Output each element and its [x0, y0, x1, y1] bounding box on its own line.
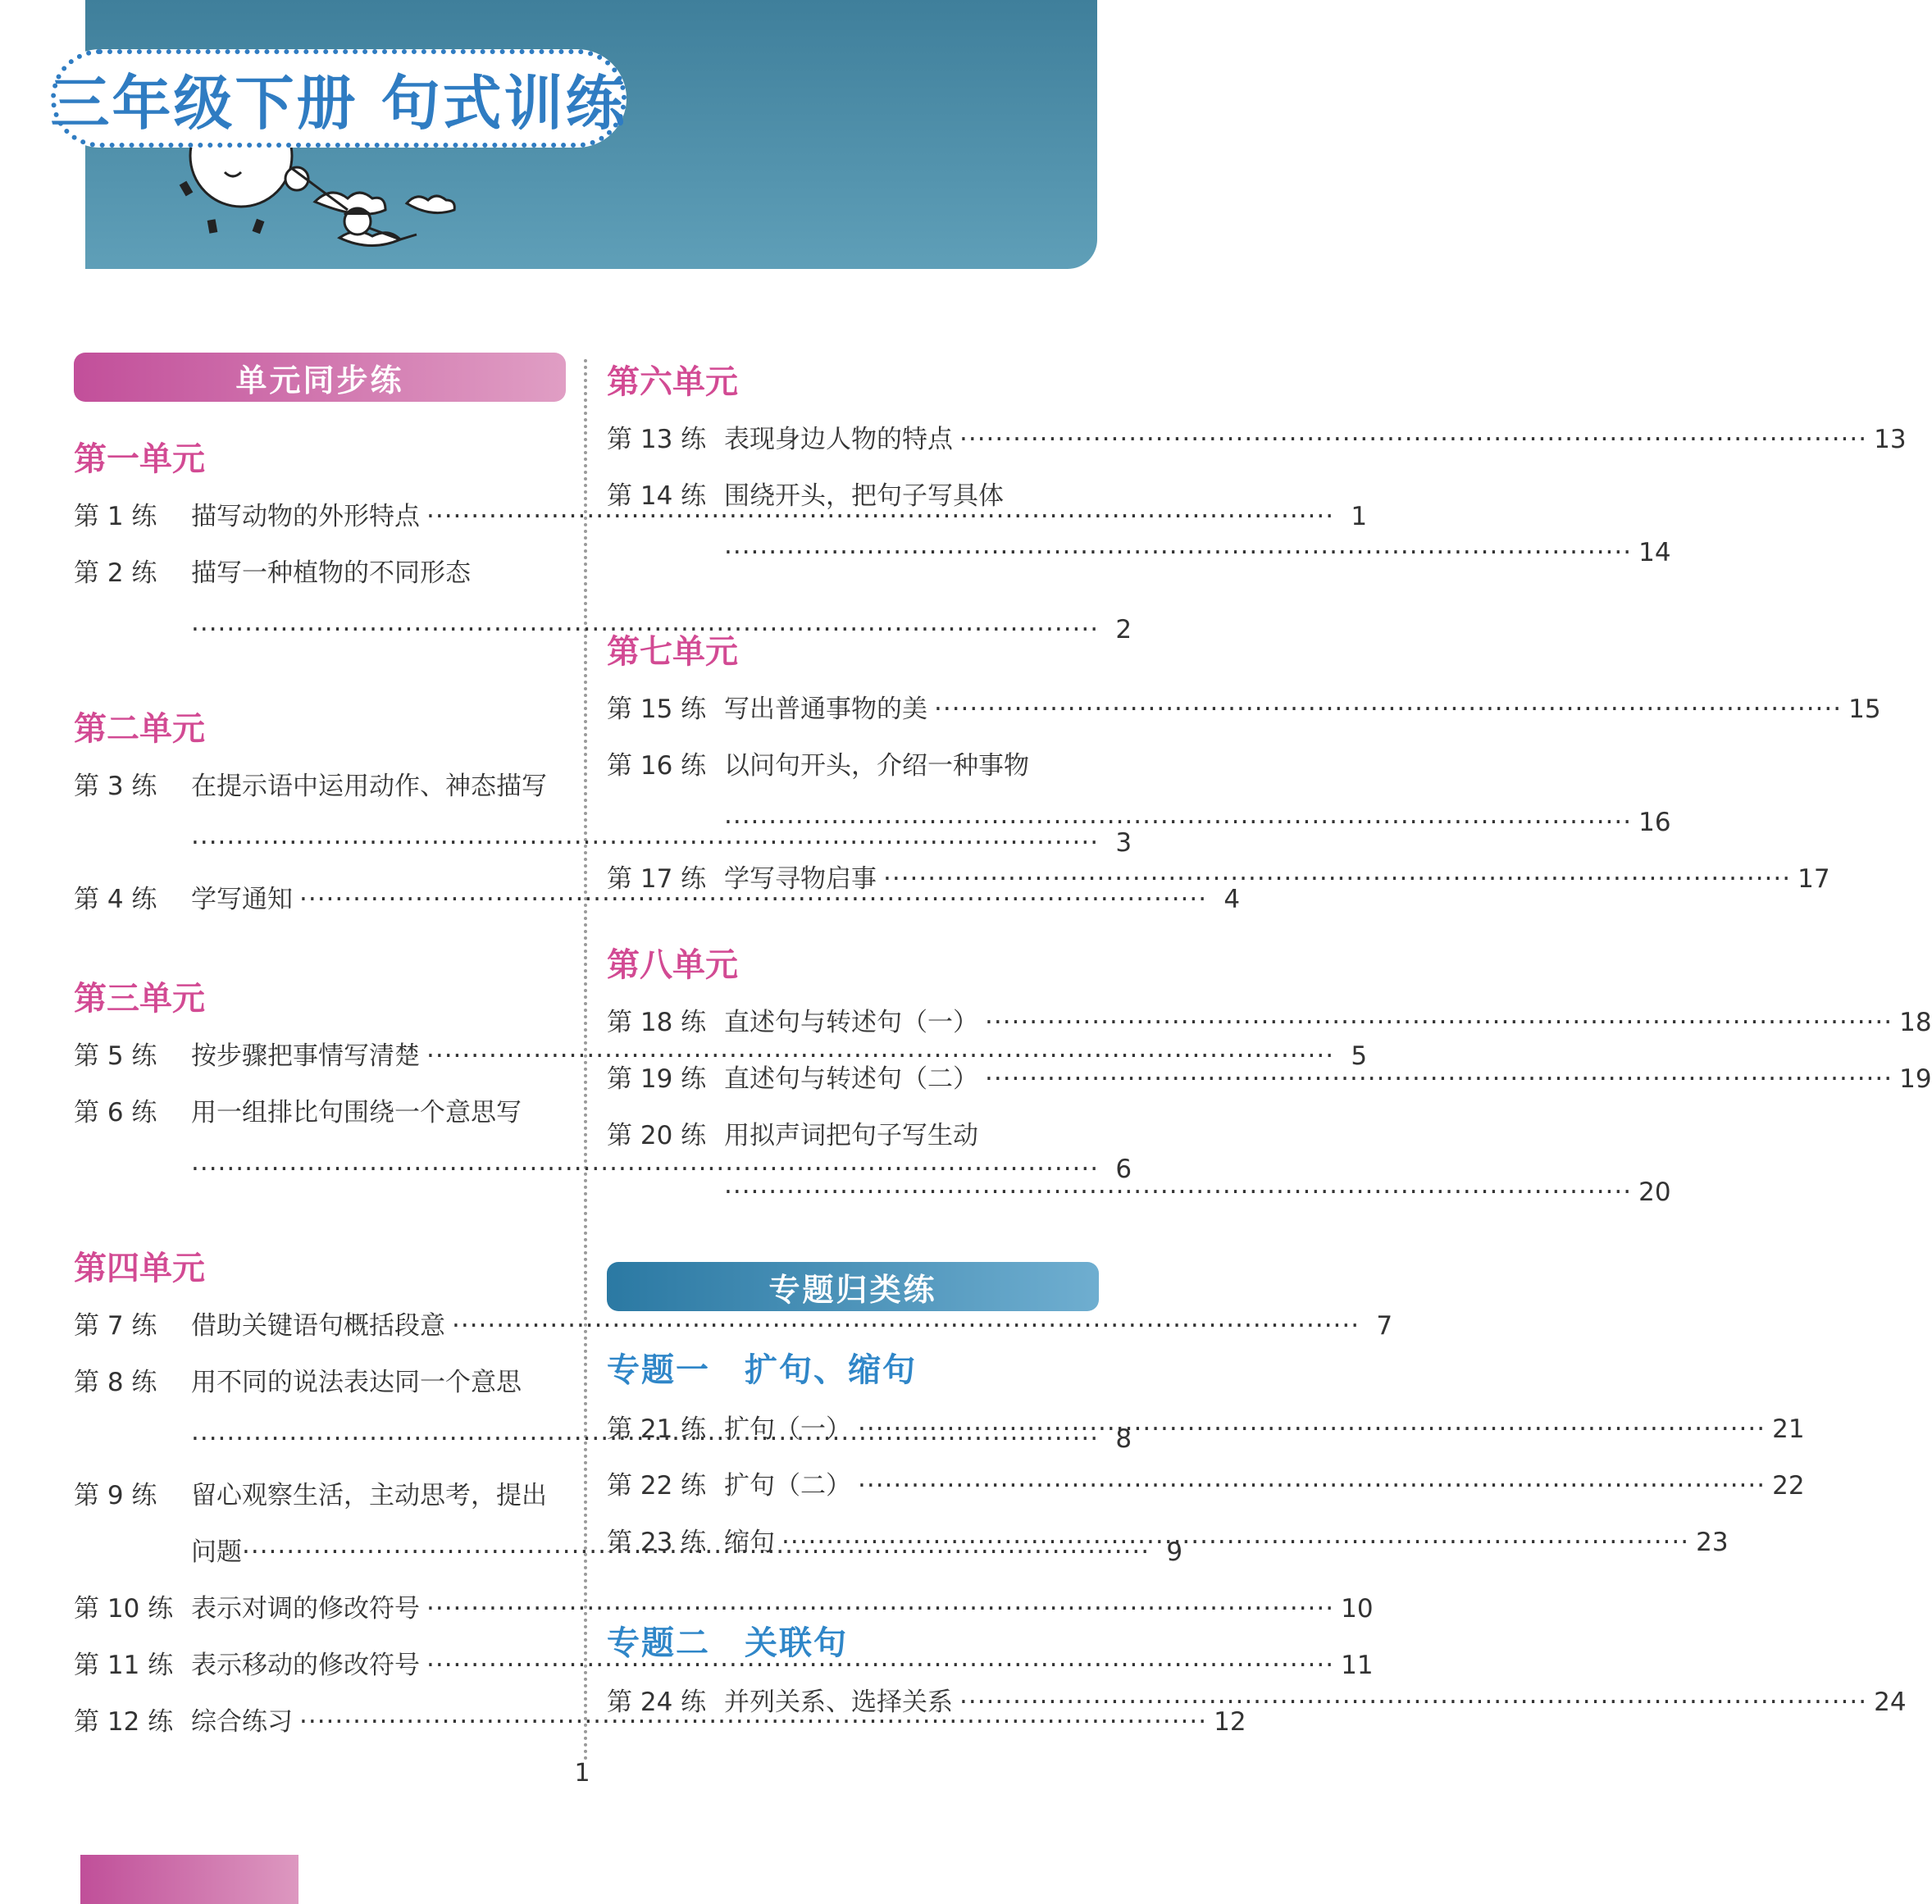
toc-entry[interactable] — [74, 1581, 1374, 1638]
book-title: 三年级下册 句式训练 — [50, 69, 627, 138]
leader-dots — [985, 1051, 1893, 1108]
toc-entry[interactable] — [607, 1515, 1729, 1571]
lesson-title: 缩句 — [724, 1528, 775, 1557]
lesson-title: 围绕开头，把句子写具体 — [724, 481, 1004, 511]
page-ref: 21 — [1772, 1414, 1805, 1444]
page-ref: 20 — [1638, 1177, 1671, 1207]
page-ref: 23 — [1696, 1528, 1729, 1557]
lesson-title: 直述句与转述句（二） — [724, 1064, 978, 1094]
lesson-title: 在提示语中运用动作、神态描写 — [191, 772, 547, 801]
page-ref: 7 — [1376, 1311, 1393, 1341]
page-ref: 10 — [1341, 1594, 1374, 1624]
page-ref: 22 — [1772, 1471, 1805, 1501]
page-ref: 4 — [1223, 885, 1241, 914]
leader-dots — [858, 1458, 1766, 1515]
lesson-number: 第 3 练 — [74, 772, 157, 801]
toc-entry[interactable] — [607, 738, 1671, 851]
lesson-number: 第 10 练 — [74, 1594, 174, 1624]
page-ref: 6 — [1115, 1155, 1132, 1184]
lesson-title: 并列关系、选择关系 — [724, 1688, 953, 1717]
toc-entry[interactable] — [607, 1458, 1805, 1515]
lesson-title-continued: 问题 — [191, 1537, 242, 1567]
lesson-number: 第 14 练 — [607, 481, 707, 511]
page-ref: 14 — [1638, 538, 1671, 567]
page-ref: 18 — [1899, 1008, 1932, 1037]
page-ref: 17 — [1798, 864, 1830, 894]
lesson-title: 学写通知 — [191, 885, 293, 914]
toc-entry[interactable] — [607, 681, 1881, 738]
page-ref: 12 — [1214, 1707, 1246, 1737]
leader-dots — [781, 1515, 1689, 1571]
leader-dots — [724, 1164, 1632, 1221]
unit-title: 第三单元 — [74, 980, 205, 1018]
lesson-title: 用拟声词把句子写生动 — [724, 1121, 978, 1150]
lesson-title: 直述句与转述句（一） — [724, 1008, 978, 1037]
leader-dots — [985, 995, 1893, 1051]
leader-dots — [959, 1674, 1867, 1731]
toc-side-char: 录 — [1092, 180, 1190, 293]
unit-title: 第二单元 — [74, 710, 205, 748]
toc-entry[interactable] — [607, 995, 1932, 1051]
leader-dots — [724, 795, 1632, 851]
page-ref: 8 — [1115, 1424, 1132, 1454]
book-title-box — [51, 49, 627, 148]
toc-entry[interactable] — [607, 468, 1671, 581]
lesson-title: 扩句（一） — [724, 1414, 851, 1444]
lesson-number: 第 9 练 — [74, 1481, 157, 1510]
toc-entry[interactable] — [607, 412, 1907, 468]
toc-entry[interactable] — [74, 1298, 1393, 1355]
unit-title: 第四单元 — [74, 1250, 205, 1287]
page-number: 1 — [574, 1759, 590, 1788]
lesson-number: 第 6 练 — [74, 1098, 157, 1127]
page-ref: 19 — [1899, 1064, 1932, 1094]
page-ref: 13 — [1874, 425, 1907, 454]
leader-dots — [724, 525, 1632, 581]
page-ref: 3 — [1115, 828, 1132, 858]
unit-title: 第六单元 — [607, 363, 738, 401]
lesson-number: 第 8 练 — [74, 1368, 157, 1397]
unit-title: 第一单元 — [74, 440, 205, 478]
lesson-title: 写出普通事物的美 — [724, 695, 927, 724]
toc-side-title — [1092, 80, 1191, 293]
lesson-number: 第 20 练 — [607, 1121, 707, 1150]
section-band-topics: 专题归类练 — [607, 1262, 1099, 1311]
leader-dots — [883, 851, 1791, 908]
lesson-title: 按步骤把事情写清楚 — [191, 1041, 420, 1071]
lesson-title: 表示移动的修改符号 — [191, 1651, 420, 1680]
toc-entry[interactable] — [607, 851, 1830, 908]
lesson-title: 综合练习 — [191, 1707, 293, 1737]
page-ref: 11 — [1341, 1651, 1374, 1680]
lesson-title: 描写一种植物的不同形态 — [191, 558, 471, 588]
lesson-title: 描写动物的外形特点 — [191, 502, 420, 531]
section-band-unit-sync: 单元同步练 — [74, 353, 566, 402]
lesson-title: 用一组排比句围绕一个意思写 — [191, 1098, 522, 1127]
lesson-number: 第 15 练 — [607, 695, 707, 724]
lesson-number: 第 7 练 — [74, 1311, 157, 1341]
lesson-number: 第 1 练 — [74, 502, 157, 531]
toc-entry[interactable] — [607, 1108, 1671, 1221]
leader-dots — [934, 681, 1842, 738]
lesson-number: 第 12 练 — [74, 1707, 174, 1737]
leader-dots — [959, 412, 1867, 468]
toc-entry[interactable] — [607, 1401, 1805, 1458]
lesson-title: 用不同的说法表达同一个意思 — [191, 1368, 522, 1397]
lesson-number: 第 23 练 — [607, 1528, 707, 1557]
unit-title: 第七单元 — [607, 633, 738, 671]
lesson-number: 第 19 练 — [607, 1064, 707, 1094]
lesson-number: 第 16 练 — [607, 751, 707, 781]
lesson-title: 以问句开头，介绍一种事物 — [724, 751, 1029, 781]
lesson-number: 第 21 练 — [607, 1414, 707, 1444]
toc-side-char: 目 — [1092, 80, 1190, 193]
page-ref: 1 — [1351, 502, 1368, 531]
lesson-number: 第 13 练 — [607, 425, 707, 454]
lesson-number: 第 22 练 — [607, 1471, 707, 1501]
leader-dots — [858, 1401, 1766, 1458]
topic-title: 专题二 关联句 — [607, 1624, 848, 1662]
lesson-title: 学写寻物启事 — [724, 864, 877, 894]
lesson-number: 第 17 练 — [607, 864, 707, 894]
page-ref: 24 — [1874, 1688, 1907, 1717]
page-ref: 5 — [1351, 1041, 1368, 1071]
lesson-number: 第 4 练 — [74, 885, 157, 914]
lesson-number: 第 18 练 — [607, 1008, 707, 1037]
topic-title: 专题一 扩句、缩句 — [607, 1351, 917, 1389]
lesson-title: 借助关键语句概括段意 — [191, 1311, 445, 1341]
page-ref: 2 — [1115, 615, 1132, 645]
lesson-title: 表现身边人物的特点 — [724, 425, 953, 454]
unit-title: 第八单元 — [607, 946, 738, 984]
page-ref: 15 — [1848, 695, 1881, 724]
lesson-number: 第 5 练 — [74, 1041, 157, 1071]
corner-decoration — [80, 1855, 298, 1904]
lesson-number: 第 11 练 — [74, 1651, 174, 1680]
lesson-title: 扩句（二） — [724, 1471, 851, 1501]
lesson-title: 留心观察生活，主动思考，提出 — [191, 1481, 547, 1510]
lesson-number: 第 24 练 — [607, 1688, 707, 1717]
lesson-number: 第 2 练 — [74, 558, 157, 588]
page-ref: 9 — [1166, 1537, 1183, 1567]
page-ref: 16 — [1638, 808, 1671, 837]
toc-entry[interactable] — [607, 1051, 1932, 1108]
lesson-title: 表示对调的修改符号 — [191, 1594, 420, 1624]
